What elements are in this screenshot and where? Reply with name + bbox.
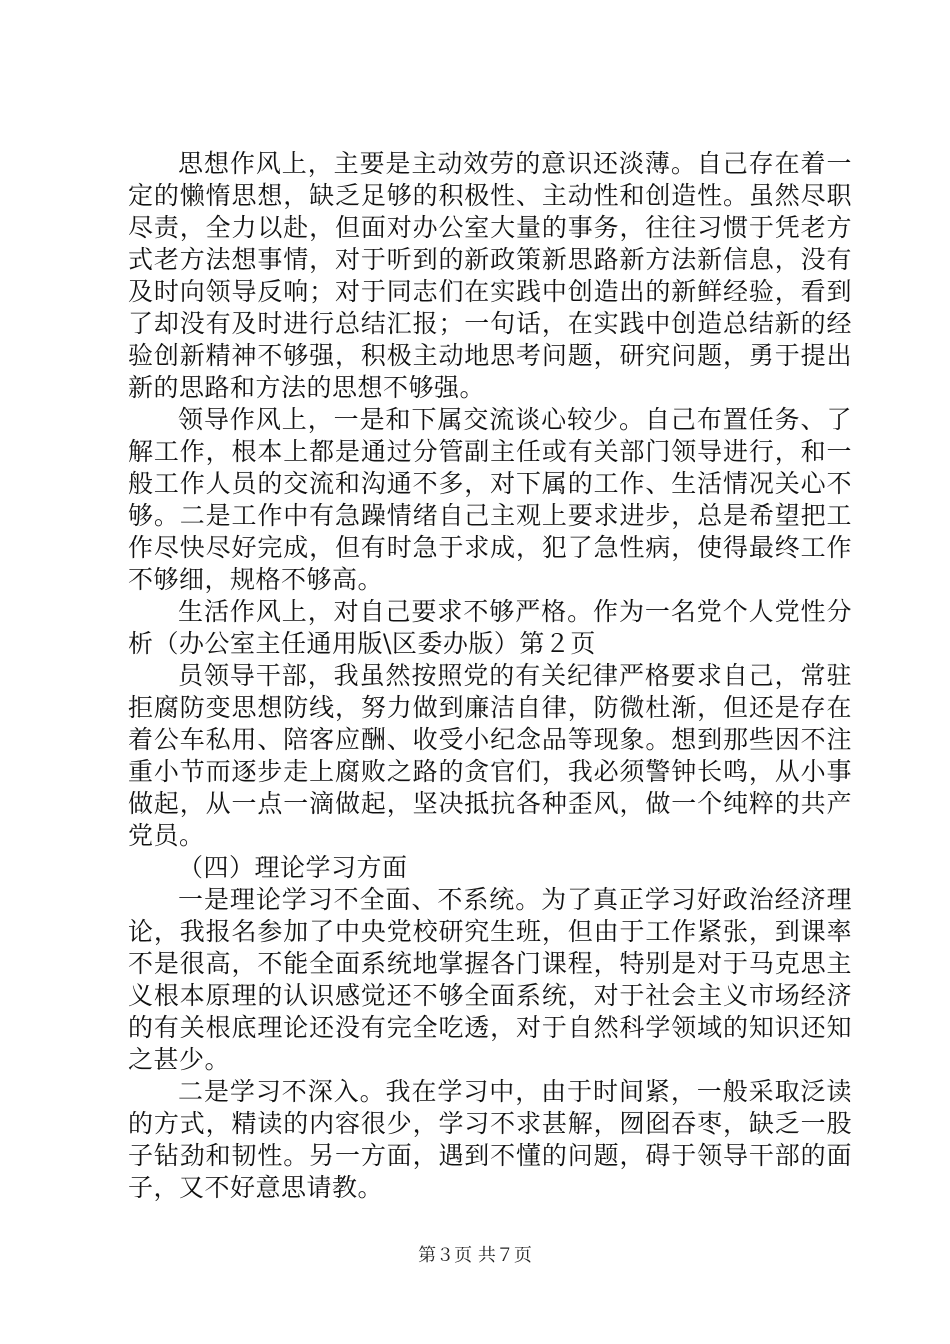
paragraph-study-incomplete: 一是理论学习不全面、不系统。为了真正学习好政治经济理论，我报名参加了中央党校研究生班，但由于工作紧张，到课率不是很高，不能全面系统地掌握各门课程，特别是对于马克思主义根本原理的认识感觉还不够全面系统，对于社会主义市场经济的有关根底理论还没有完全吃透，对于自然科学领域的知识还知之甚少。	[128, 885, 852, 1074]
paragraph-thinking-style: 思想作风上，主要是主动效劳的意识还淡薄。自己存在着一定的懒惰思想，缺乏足够的积极性、主动性和创造性。虽然尽职尽责，全力以赴，但面对办公室大量的事务，往往习惯于凭老方式老方法想事情，对于听到的新政策新思路新方法新信息，没有及时向领导反响；对于同志们在实践中创造出的新鲜经验，看到了却没有及时进行总结汇报；一句话，在实践中创造总结新的经验创新精神不够强，积极主动地思考问题，研究问题，勇于提出新的思路和方法的思想不够强。	[128, 149, 852, 402]
paragraph-life-style-continued: 员领导干部，我虽然按照党的有关纪律严格要求自己，常驻拒腐防变思想防线，努力做到廉洁自律，防微杜渐，但还是存在着公车私用、陪客应酬、收受小纪念品等现象。想到那些因不注重小节而逐步走上腐败之路的贪官们，我必须警钟长鸣，从小事做起，从一点一滴做起，坚决抵抗各种歪风，做一个纯粹的共产党员。	[128, 661, 852, 850]
paragraph-leadership-style: 领导作风上，一是和下属交流谈心较少。自己布置任务、了解工作，根本上都是通过分管副主任或有关部门领导进行，和一般工作人员的交流和沟通不多，对下属的工作、生活情况关心不够。二是工作中有急躁情绪自己主观上要求进步，总是希望把工作尽快尽好完成，但有时急于求成，犯了急性病，使得最终工作不够细，规格不够高。	[128, 405, 852, 594]
paragraph-study-shallow: 二是学习不深入。我在学习中，由于时间紧，一般采取泛读的方式，精读的内容很少，学习不求甚解，囫囵吞枣，缺乏一股子钻劲和韧性。另一方面，遇到不懂的问题，碍于领导干部的面子，又不好意思请教。	[128, 1077, 852, 1202]
section-heading-theory-study: （四）理论学习方面	[178, 853, 408, 882]
paragraph-life-style: 生活作风上，对自己要求不够严格。作为一名党个人党性分析（办公室主任通用版\区委办版）第２页	[128, 597, 852, 658]
page-footer: 第３页 共７页	[418, 1245, 532, 1266]
document-body	[128, 148, 852, 1204]
